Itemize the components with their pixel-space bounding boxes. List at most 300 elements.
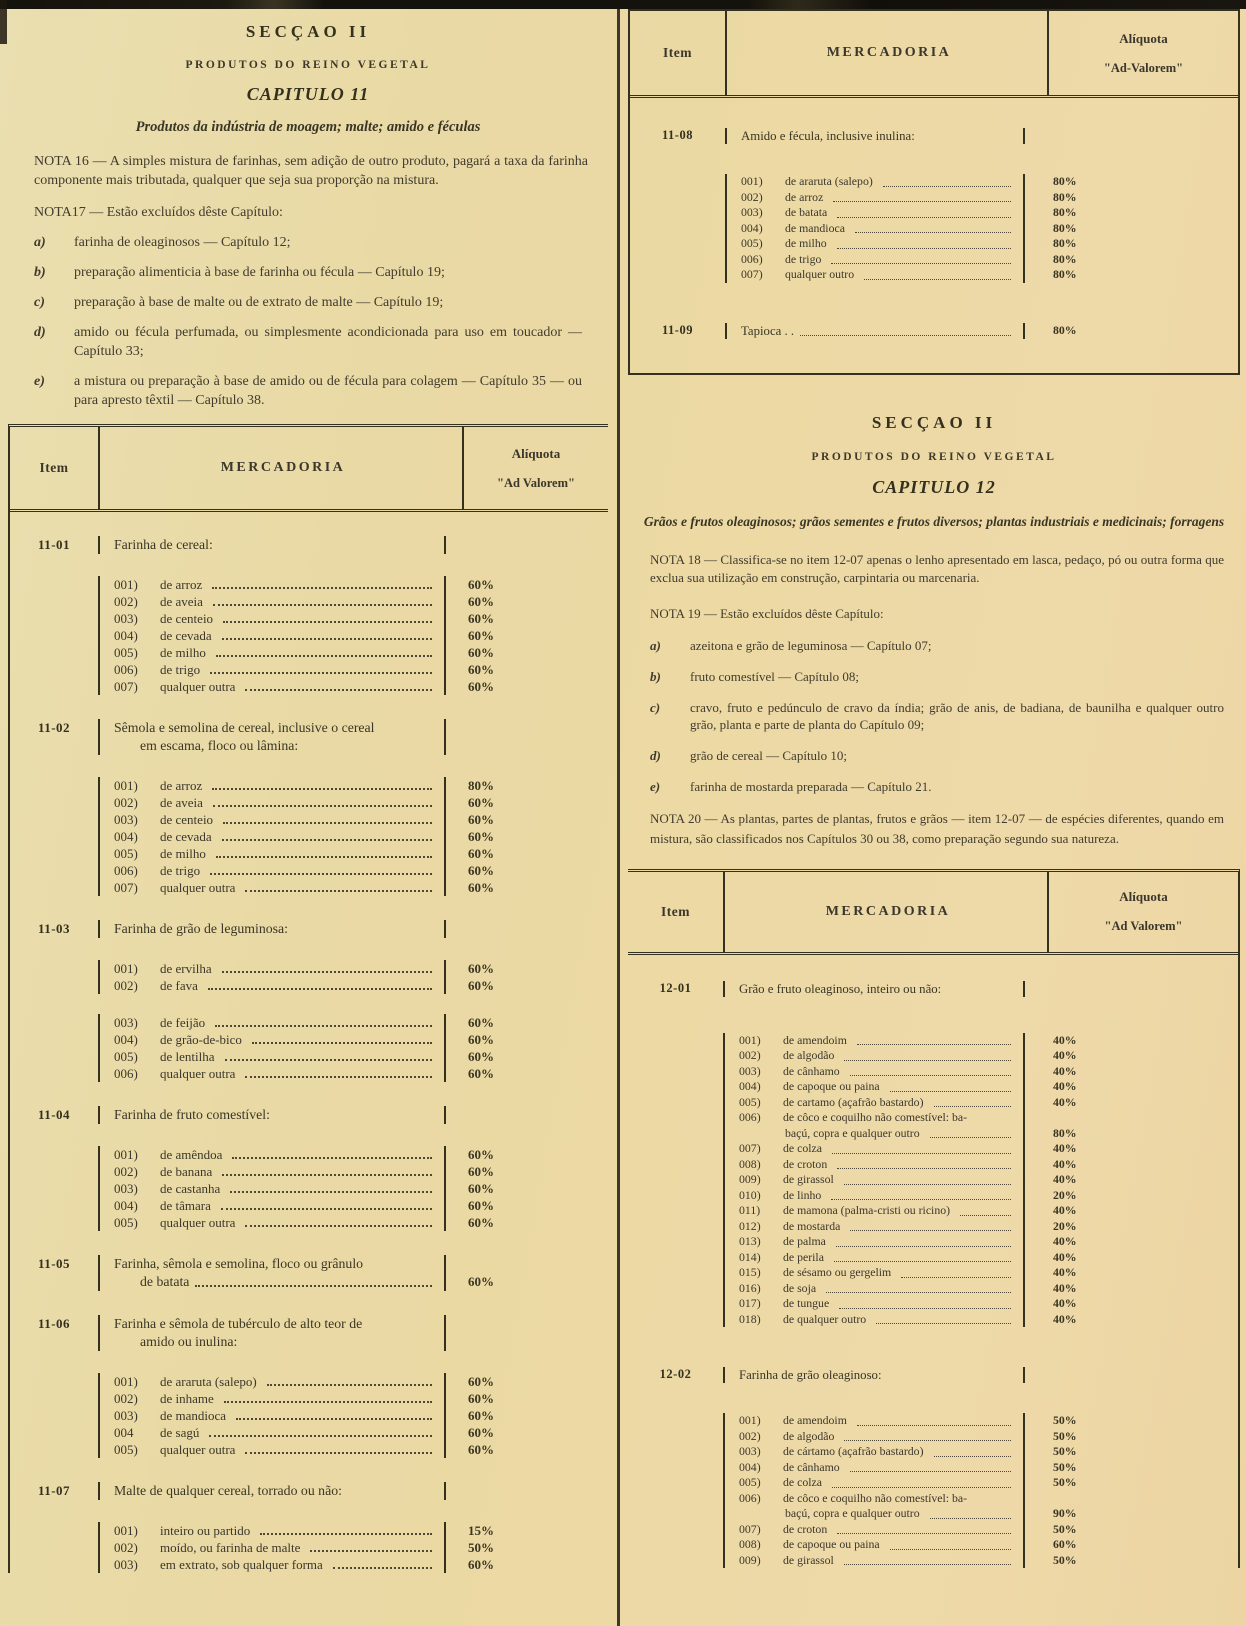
subitem-row: [628, 1157, 1238, 1173]
rate-value: 40%: [1053, 1079, 1077, 1093]
rate-value: 60%: [468, 863, 494, 878]
dotted-leader: [837, 248, 1011, 249]
subitem: [723, 1522, 1025, 1538]
dotted-leader: [876, 1323, 1011, 1324]
dotted-leader: [800, 335, 1011, 336]
rate-value: 60%: [468, 628, 494, 643]
rate-value: 60%: [468, 812, 494, 827]
dotted-leader: [844, 1060, 1011, 1061]
item-code-spacer: [628, 1537, 723, 1553]
rate-value: [1025, 1110, 1238, 1126]
exclusion-letter: a): [650, 637, 661, 653]
table-row-group: [10, 536, 608, 695]
dotted-leader: [333, 1567, 432, 1569]
subitem: [98, 1424, 446, 1441]
subitem: [725, 174, 1025, 190]
subitem-label: de arroz: [160, 577, 203, 592]
subitem: [723, 1475, 1025, 1491]
subitem-row: [628, 1537, 1238, 1553]
subitem-code: 008): [739, 1156, 761, 1171]
dotted-leader: [883, 186, 1011, 187]
rate-value: 40%: [1053, 1048, 1077, 1062]
table-row-group: [10, 1255, 608, 1291]
item-title-row: [628, 1367, 1238, 1383]
subitem-row: [10, 1424, 608, 1441]
dotted-leader: [930, 1137, 1011, 1138]
col-header-aliquota: [464, 427, 608, 509]
exclusion-text: a mistura ou preparação à base de amido ou de fécula para colagem — Capítulo 35 — ou para apresto têxtil — Capítulo 38.: [74, 374, 582, 408]
subitem: [98, 794, 446, 811]
rate-value: [446, 1482, 608, 1500]
subitem: [98, 777, 446, 794]
subitem-code: 015): [739, 1265, 761, 1279]
subitem-label: qualquer outra: [160, 1442, 236, 1457]
subitem: [723, 1033, 1025, 1049]
subitem-code: 004): [739, 1079, 761, 1093]
item-code: 11-02: [37, 720, 71, 735]
rate-value: 80%: [1053, 236, 1077, 250]
rate-value: 60%: [468, 880, 494, 895]
subitem: [725, 190, 1025, 206]
dotted-leader: [245, 1452, 432, 1454]
subitem-row: [628, 1219, 1238, 1235]
rate-value: [446, 1333, 608, 1351]
subitem-label: de croton: [783, 1156, 828, 1171]
subitem-label: de mandioca: [160, 1408, 227, 1423]
subitem: [723, 1203, 1025, 1219]
item-code-spacer: [628, 1553, 723, 1569]
subitem-row: [628, 1141, 1238, 1157]
subitem-code: 001): [739, 1032, 761, 1047]
right-section-title: SECÇAO II: [871, 412, 997, 432]
table-row-group: [628, 981, 1238, 1328]
item-code-spacer: [628, 1312, 723, 1328]
item-code-spacer: [628, 1444, 723, 1460]
subitem-row: [10, 627, 608, 644]
subitem: [723, 1172, 1025, 1188]
item-code-spacer: [630, 252, 725, 268]
dotted-leader: [252, 1042, 432, 1044]
subitem-code: 002): [114, 978, 138, 993]
item-title-row: [630, 128, 1238, 144]
subitem-label: de aveia: [160, 795, 203, 810]
subitem-row: [628, 1095, 1238, 1111]
rate-value: 40%: [1053, 1280, 1077, 1295]
item-code-spacer: [628, 1203, 723, 1219]
item-code-spacer: [630, 174, 725, 190]
item-code-spacer: [630, 236, 725, 252]
subitem: [98, 1373, 446, 1390]
subitem-label: de mostarda: [783, 1218, 841, 1233]
item-code-spacer: [10, 1556, 98, 1573]
rate-value: 60%: [468, 1215, 494, 1230]
rate-value: 50%: [1053, 1413, 1077, 1427]
aliquota-label-line2: "Ad Valorem": [497, 475, 575, 490]
exclusion-letter: b): [650, 668, 661, 684]
subitem-code: 003): [114, 1015, 138, 1030]
aliquota-label-line1: Alíquota: [1119, 889, 1168, 904]
subitem-label: de mandioca: [785, 220, 845, 235]
dotted-leader: [839, 1308, 1011, 1309]
subitem: [723, 1537, 1025, 1553]
item-code-spacer: [10, 1048, 98, 1065]
rate-value: 60%: [468, 645, 494, 660]
rate-value: 40%: [1053, 1063, 1077, 1078]
item-title-row: [10, 719, 608, 737]
item-code-spacer: [628, 1048, 723, 1064]
subitem: [98, 845, 446, 862]
item-title-row: [628, 981, 1238, 997]
subitem-label: qualquer outra: [160, 679, 236, 694]
subitem-row: [10, 1180, 608, 1197]
exclusion-letter: b): [34, 265, 46, 280]
item-code-spacer: [10, 794, 98, 811]
subitem-code: 005): [741, 236, 763, 250]
item-code-spacer: [10, 1065, 98, 1082]
subitem-label: de centeio: [160, 611, 214, 626]
rate-value: 50%: [468, 1540, 494, 1555]
subitem-code: 006): [114, 863, 138, 878]
item-code-spacer: [628, 1157, 723, 1173]
subitem-label: de colza: [783, 1475, 822, 1489]
subitem: [98, 1539, 446, 1556]
rate-value: 40%: [1053, 1172, 1077, 1186]
exclusion-letter: c): [34, 295, 45, 310]
subitem-code: 007): [114, 679, 138, 694]
subitem-continuation: [723, 1126, 1025, 1142]
rate-value: 60%: [468, 611, 494, 626]
subitem-row: [628, 1064, 1238, 1080]
subitem-label: de cevada: [160, 829, 212, 844]
subitem-code: 002): [114, 795, 138, 810]
subitem-row: [10, 1146, 608, 1163]
rate-value: 60%: [468, 795, 494, 810]
subitem-label: de côco e coquilho não comestível: ba-: [783, 1110, 968, 1124]
subitem-label: de trigo: [160, 662, 201, 677]
subitem-block: [628, 1413, 1238, 1568]
item-code: 11-09: [662, 322, 693, 337]
subitem-row: [10, 1014, 608, 1031]
item-code-spacer: [10, 1441, 98, 1458]
subitem-code: 002): [114, 1391, 138, 1406]
item-title-row: [10, 1315, 608, 1333]
subitem-label: qualquer outra: [160, 1066, 236, 1081]
col-header-mercadoria: MERCADORIA: [725, 11, 1049, 95]
subitem-label: de cânhamo: [783, 1063, 840, 1078]
subitem-label: de ervilha: [160, 961, 212, 976]
subitem-code: 003): [114, 1408, 138, 1423]
item-code-spacer: [10, 678, 98, 695]
item-code-spacer: [628, 1110, 723, 1126]
dotted-leader: [222, 839, 432, 841]
item-description: Amido e fécula, inclusive inulina:: [725, 128, 1025, 144]
subitem-label: de lentilha: [160, 1049, 215, 1064]
table-row-group: [630, 323, 1238, 339]
item-code-spacer: [10, 1163, 98, 1180]
subitem-row: [628, 1460, 1238, 1476]
item-description: Sêmola e semolina de cereal, inclusive o cereal: [98, 719, 446, 737]
rate-value: 60%: [468, 1274, 494, 1289]
subitem-code: 002): [739, 1428, 761, 1443]
item-code: 11-01: [37, 537, 71, 552]
item-code: [10, 1333, 98, 1351]
subitem-code: 002): [114, 1540, 138, 1555]
rate-value: 40%: [1053, 1094, 1077, 1109]
rate-value: [446, 1255, 608, 1273]
subitem: [98, 627, 446, 644]
item-code-spacer: [10, 777, 98, 794]
subitem-label: de qualquer outro: [783, 1311, 867, 1326]
subitem-row: [628, 1188, 1238, 1204]
subitem-code: 001): [741, 174, 763, 188]
subitem-code: 016): [739, 1280, 761, 1295]
exclusion-item: [628, 699, 1240, 733]
subitem-row: [10, 794, 608, 811]
subitem: [98, 576, 446, 593]
subitem-label: de côco e coquilho não comestível: ba-: [783, 1490, 968, 1505]
dotted-leader: [832, 1487, 1011, 1488]
subitem: [98, 1065, 446, 1082]
subitem-label: de banana: [160, 1164, 213, 1179]
item-code: [10, 1273, 98, 1291]
rate-value: [1025, 981, 1238, 997]
exclusion-text: cravo, fruto e pedúnculo de cravo da índia; grão de anis, de badiana, de baunilha e qualquer outro grão, planta e parte de planta do Capítulo 09;: [690, 699, 1224, 732]
subitem-row: [10, 576, 608, 593]
rate-value: 60%: [468, 594, 494, 609]
subitem-label: de trigo: [785, 251, 822, 266]
subitem-label: de aveia: [160, 594, 203, 609]
item-code-spacer: [10, 610, 98, 627]
rate-value: 80%: [468, 778, 494, 793]
item-code-spacer: [10, 1522, 98, 1539]
col-header-mercadoria: MERCADORIA: [98, 427, 464, 509]
exclusion-text: fruto comestível — Capítulo 08;: [690, 668, 859, 684]
item-title-row: [10, 737, 608, 755]
table-row-group: [628, 1367, 1238, 1568]
rate-value: 60%: [468, 1032, 494, 1047]
item-title-row: [10, 1273, 608, 1291]
subitem-code: 001): [739, 1413, 761, 1427]
subitem-label: de araruta (salepo): [785, 174, 873, 188]
subitem-label: de arroz: [160, 778, 203, 793]
subitem: [98, 661, 446, 678]
rate-value: 20%: [1053, 1187, 1077, 1202]
left-column: [8, 9, 608, 1573]
rate-value: 60%: [468, 662, 494, 677]
dotted-leader: [890, 1091, 1011, 1092]
subitem-row: [10, 811, 608, 828]
col-header-item: Item: [663, 45, 692, 60]
exclusion-item: [8, 323, 608, 361]
item-code-spacer: [10, 1197, 98, 1214]
item-title-row: [10, 920, 608, 938]
exclusion-text: azeitona e grão de leguminosa — Capítulo 07;: [690, 637, 932, 653]
subitem-code: 006): [739, 1110, 761, 1124]
column-divider-line: [617, 9, 620, 1626]
item-code-spacer: [10, 977, 98, 994]
dotted-leader: [310, 1550, 432, 1552]
subitem-block: [10, 960, 608, 1082]
left-section-title: SECÇAO II: [245, 22, 371, 41]
item-code: 11-08: [662, 128, 693, 142]
item-description: [98, 1273, 446, 1291]
rate-value: 60%: [468, 1147, 494, 1162]
rate-value: 60%: [468, 1408, 494, 1423]
subitem: [723, 1460, 1025, 1476]
rate-value: 40%: [1053, 1156, 1077, 1171]
subitem-row: [628, 1413, 1238, 1429]
col-header-aliquota: [1049, 872, 1238, 952]
item-code-spacer: [628, 1064, 723, 1080]
subitem-continuation-row: [628, 1126, 1238, 1142]
dotted-leader: [221, 1208, 432, 1210]
subitem-row: [628, 1312, 1238, 1328]
dotted-leader: [837, 1168, 1011, 1169]
table-row-group: [10, 719, 608, 896]
rate-value: 60%: [468, 1049, 494, 1064]
dotted-leader: [232, 1157, 432, 1159]
dotted-leader: [210, 873, 432, 875]
dotted-leader: [216, 655, 432, 657]
subitem-row: [628, 1033, 1238, 1049]
subitem-row: [10, 879, 608, 896]
exclusion-item: [628, 668, 1240, 685]
aliquota-label-line2: "Ad Valorem": [1104, 919, 1183, 933]
dotted-leader: [850, 1471, 1011, 1472]
item-code: 11-07: [37, 1483, 71, 1498]
subitem: [723, 1141, 1025, 1157]
subitem-row: [10, 845, 608, 862]
rate-value: 60%: [468, 1374, 494, 1389]
table-row-group: [10, 1482, 608, 1573]
table-row-group: [10, 1106, 608, 1231]
subitem: [98, 1197, 446, 1214]
rate-value: 60%: [468, 1391, 494, 1406]
dotted-leader: [844, 1184, 1011, 1185]
rate-value: 50%: [1053, 1444, 1077, 1458]
rate-value: [446, 920, 608, 938]
subitem: [723, 1413, 1025, 1429]
rate-value: [1025, 1367, 1238, 1383]
subitem-code: 006): [114, 1066, 138, 1081]
subitem: [98, 879, 446, 896]
item-code-spacer: [10, 644, 98, 661]
item-code-spacer: [628, 1265, 723, 1281]
subitem: [98, 1031, 446, 1048]
dotted-leader: [901, 1277, 1011, 1278]
right-chapter-description: Grãos e frutos oleaginosos; grãos sementes e frutos diversos; plantas industriais e medicinais; forragens: [643, 513, 1225, 529]
subitem-row: [628, 1234, 1238, 1250]
table-row-group: [630, 128, 1238, 283]
dotted-leader: [195, 1285, 432, 1287]
subitem-row: [628, 1110, 1238, 1126]
dotted-leader: [223, 621, 432, 623]
subitem-row: [628, 1203, 1238, 1219]
subitem-row: [628, 1475, 1238, 1491]
note-16: NOTA 16 — A simples mistura de farinhas, sem adição de outro produto, pagará a taxa da farinha componente mais tributada, qualquer que seja sua proporção na mistura.: [34, 154, 588, 188]
subitem-block: [10, 1373, 608, 1458]
note-18: NOTA 18 — Classifica-se no item 12-07 apenas o lenho apresentado em lasca, pedaço, pó ou outra forma que exclua sua utilização em construção, carpintaria ou marcenaria.: [650, 551, 1224, 585]
subitem-label: de centeio: [160, 812, 214, 827]
subitem-row: [10, 1214, 608, 1231]
rate-value: 80%: [1053, 1125, 1077, 1140]
subitem: [723, 1234, 1025, 1250]
table-header: [10, 427, 608, 512]
dotted-leader: [837, 1533, 1011, 1534]
dotted-leader: [832, 1153, 1011, 1154]
subitem-code: 005): [114, 645, 138, 660]
item-code-spacer: [628, 1522, 723, 1538]
dotted-leader: [960, 1215, 1011, 1216]
rate-value: 80%: [1053, 189, 1077, 204]
item-code-spacer: [10, 576, 98, 593]
item-title-row: [10, 1255, 608, 1273]
subitem-row: [10, 1522, 608, 1539]
exclusion-letter: e): [34, 374, 45, 389]
item-code-spacer: [628, 1033, 723, 1049]
exclusion-item: [8, 293, 608, 312]
exclusion-item: [628, 637, 1240, 654]
subitem-code: 004): [114, 628, 138, 643]
rate-value: 20%: [1053, 1218, 1077, 1233]
rate-value: 50%: [1053, 1475, 1077, 1489]
item-code-spacer: [10, 661, 98, 678]
subitem-code: 007): [114, 880, 138, 895]
rate-value: 60%: [468, 1066, 494, 1081]
dotted-leader: [837, 217, 1011, 218]
subitem-row: [10, 828, 608, 845]
subitem-row: [10, 1390, 608, 1407]
exclusion-letter: d): [34, 325, 46, 340]
subitem-row: [630, 267, 1238, 283]
subitem-label: de amêndoa: [160, 1147, 223, 1162]
subitem-label: de capoque ou paina: [783, 1537, 880, 1551]
subitem-code: 017): [739, 1296, 761, 1310]
subitem: [723, 1281, 1025, 1297]
table-body: [10, 536, 608, 1573]
subitem-row: [630, 205, 1238, 221]
rate-value: 60%: [468, 978, 494, 993]
subitem-row: [10, 1556, 608, 1573]
subitem-label: de palma: [783, 1234, 826, 1248]
subitem: [723, 1064, 1025, 1080]
subitem-row: [630, 236, 1238, 252]
aliquota-label-line2: "Ad-Valorem": [1103, 60, 1184, 75]
item-code-spacer: [10, 1373, 98, 1390]
dotted-leader: [222, 971, 432, 973]
rate-value: 60%: [468, 1557, 494, 1572]
exclusion-item: [628, 747, 1240, 764]
subitem: [98, 610, 446, 627]
rate-value: 50%: [1053, 1428, 1077, 1443]
item-code-spacer: [628, 1126, 723, 1142]
subitem: [98, 593, 446, 610]
subitem-label: de soja: [783, 1280, 817, 1295]
subitem-label: de cânhamo: [783, 1459, 840, 1474]
subitem-code: 001): [114, 961, 138, 976]
subitem-code: 005): [114, 1049, 138, 1064]
dotted-leader: [222, 1174, 432, 1176]
subitem: [98, 1146, 446, 1163]
item-code: 12-02: [659, 1367, 692, 1381]
dotted-leader: [834, 1261, 1011, 1262]
subitem-continuation: [723, 1506, 1025, 1522]
exclusion-text: farinha de oleaginosos — Capítulo 12;: [74, 235, 291, 250]
item-description: Farinha de grão de leguminosa:: [98, 920, 446, 938]
subitem: [723, 1079, 1025, 1095]
subitem-label: de colza: [783, 1141, 822, 1155]
item-code-spacer: [10, 811, 98, 828]
